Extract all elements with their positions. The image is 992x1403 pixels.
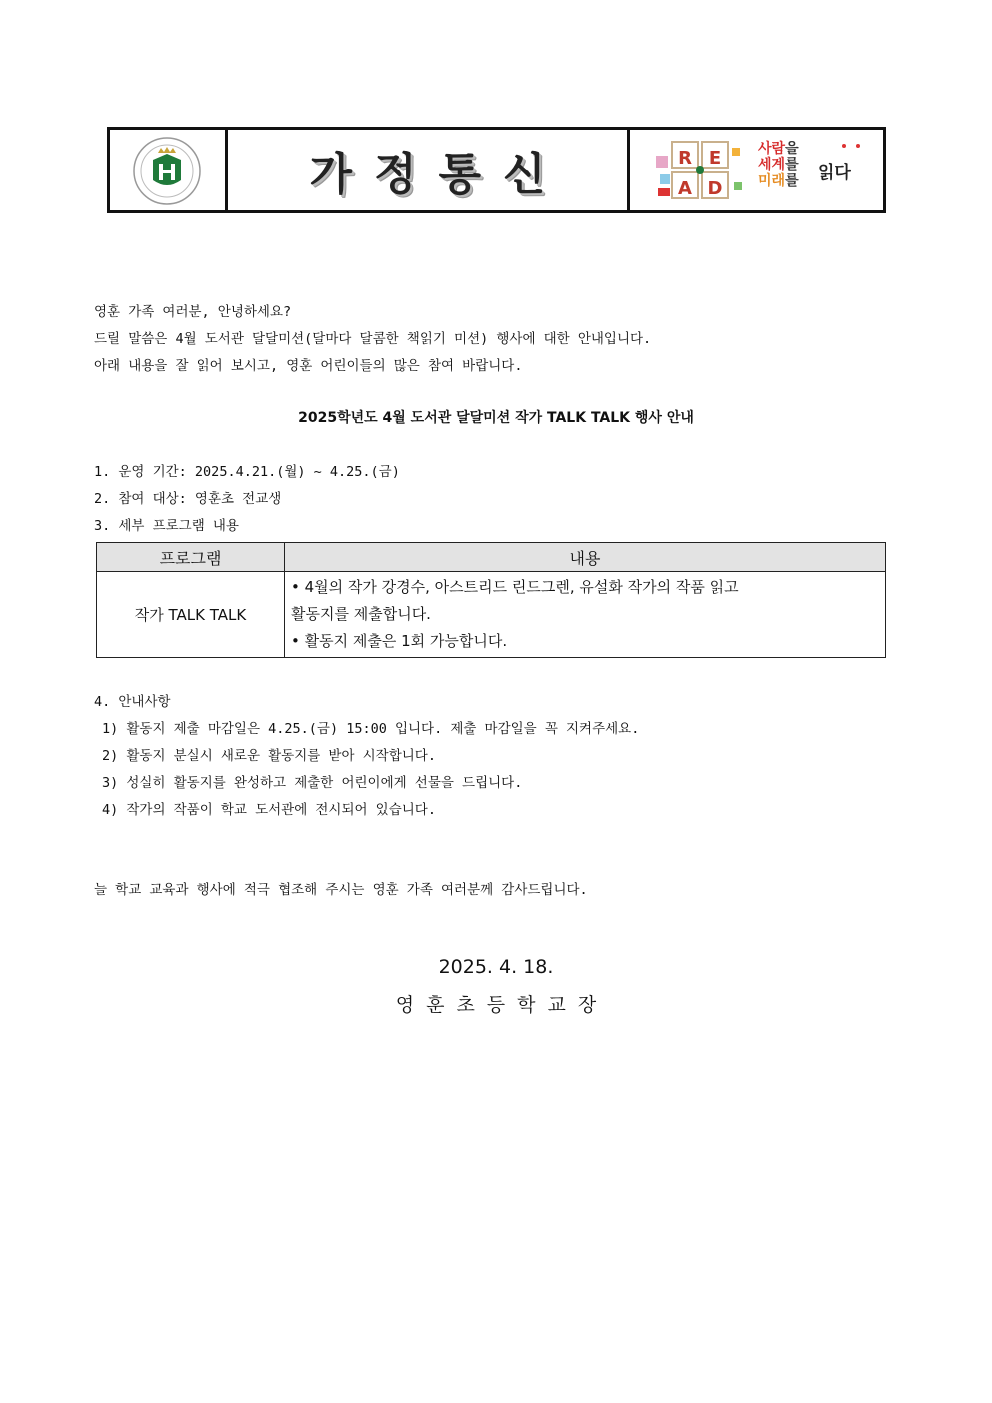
- content-line-3: • 활동지 제출은 1회 가능합니다.: [291, 632, 508, 650]
- content-line-1: • 4월의 작가 강경수, 아스트리드 린드그렌, 유설화 작가의 작품 읽고: [291, 578, 739, 596]
- table-row: [97, 572, 886, 658]
- notice-item-3: 3) 성실히 활동지를 완성하고 제출한 어린이에게 선물을 드립니다.: [102, 775, 523, 791]
- notice-item-4: 4) 작가의 작품이 학교 도서관에 전시되어 있습니다.: [102, 802, 436, 818]
- slogan-particle-1: 을: [785, 141, 799, 157]
- notice-item-1: 1) 활동지 제출 마감일은 4.25.(금) 15:00 입니다. 제출 마감일을 꼭 지켜주세요.: [102, 721, 640, 737]
- info-period: 1. 운영 기간: 2025.4.21.(월) ~ 4.25.(금): [94, 464, 400, 480]
- info-target: 2. 참여 대상: 영훈초 전교생: [94, 491, 282, 507]
- table-header-content: 내용: [285, 543, 886, 572]
- slogan-particle-2: 를: [785, 157, 799, 173]
- school-logo-cell: [110, 130, 228, 210]
- read-letter-a: A: [678, 178, 692, 199]
- table-cell-program: 작가 TALK TALK: [97, 572, 285, 658]
- read-letters: [672, 142, 732, 202]
- slogan: [758, 141, 799, 189]
- slogan-word-1: 사람: [758, 141, 786, 157]
- closing-text: 늘 학교 교육과 행사에 적극 협조해 주시는 영훈 가족 여러분께 감사드립니다.: [94, 882, 588, 898]
- read-letter-e: E: [708, 148, 722, 169]
- issue-date: 2025. 4. 18.: [438, 956, 554, 978]
- greeting-line-2: 드릴 말씀은 4월 도서관 달달미션(달마다 달콤한 책읽기 미션) 행사에 대한 안내입니다.: [94, 331, 652, 347]
- read-letter-r: R: [678, 148, 692, 169]
- page-title: 가정통신: [309, 149, 568, 200]
- read-letter-d: D: [707, 178, 723, 199]
- slogan-word-2: 세계: [758, 157, 786, 173]
- program-table: [96, 542, 886, 658]
- slogan-particle-3: 를: [785, 173, 799, 189]
- slogan-verb: 읽다: [818, 163, 851, 183]
- content-line-2: 활동지를 제출합니다.: [291, 605, 431, 623]
- greeting-line-1: 영훈 가족 여러분, 안녕하세요?: [94, 304, 292, 320]
- principal-signature: 영훈초등학교장: [395, 994, 609, 1016]
- read-logo-cell: [630, 130, 883, 210]
- slogan-word-3: 미래: [758, 173, 786, 189]
- letter-header: [107, 127, 886, 213]
- table-cell-content: [285, 572, 886, 658]
- notice-item-2: 2) 활동지 분실시 새로운 활동지를 받아 시작합니다.: [102, 748, 436, 764]
- event-subtitle: 2025학년도 4월 도서관 달달미션 작가 TALK TALK 행사 안내: [298, 410, 694, 426]
- info-program: 3. 세부 프로그램 내용: [94, 518, 239, 534]
- table-header-row: [97, 543, 886, 572]
- school-seal-icon: [120, 136, 214, 206]
- title-cell: [228, 130, 630, 210]
- table-header-program: 프로그램: [97, 543, 285, 572]
- notice-title: 4. 안내사항: [94, 694, 171, 710]
- greeting-line-3: 아래 내용을 잘 읽어 보시고, 영훈 어린이들의 많은 참여 바랍니다.: [94, 358, 523, 374]
